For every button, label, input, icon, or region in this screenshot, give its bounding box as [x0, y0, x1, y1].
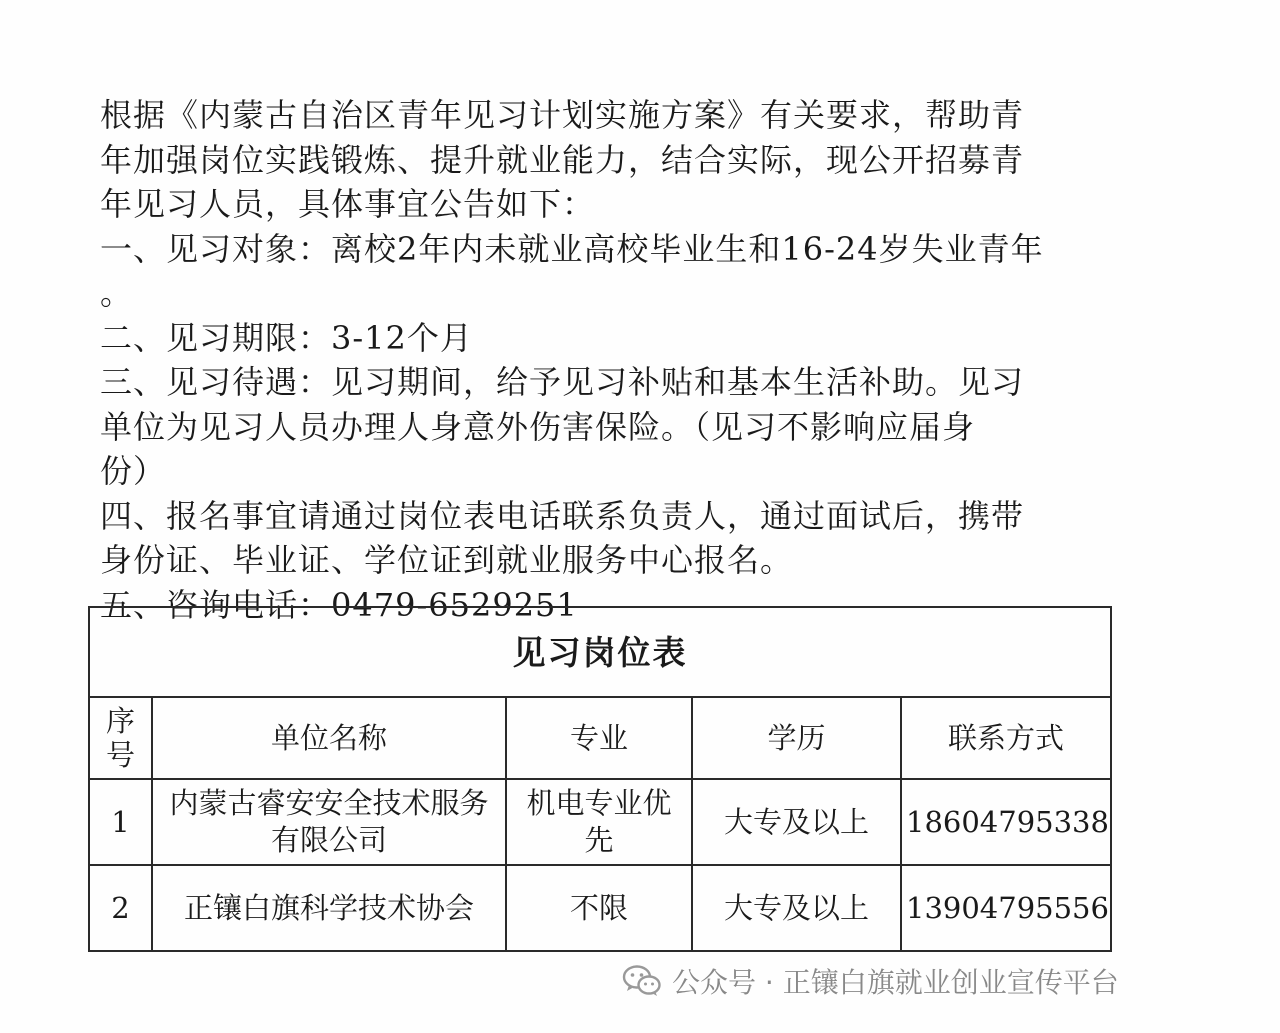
notice-line: 身份证、毕业证、学位证到就业服务中心报名。: [100, 541, 794, 579]
column-header-major: 专业: [506, 697, 692, 779]
unit-line: 有限公司: [270, 823, 387, 857]
notice-line: 五、咨询电话：0479-6529251: [100, 585, 578, 624]
notice-line: 单位为见习人员办理人身意外伤害保险。（见习不影响应届身: [100, 407, 976, 446]
cell-contact: 13904795556: [901, 865, 1111, 951]
cell-education: 大专及以上: [692, 779, 901, 865]
notice-line: 份）: [100, 452, 167, 490]
seq-header-line: 号: [105, 738, 135, 772]
notice-line: 三、见习待遇：见习期间，给予见习补贴和基本生活补助。见习: [100, 363, 1025, 401]
table-row: [89, 779, 1111, 865]
cell-contact: 18604795338: [901, 779, 1111, 865]
notice-line: 四、报名事宜请通过岗位表电话联系负责人，通过面试后，携带: [100, 496, 1025, 535]
notice-line: 根据《内蒙古自治区青年见习计划实施方案》有关要求，帮助青: [100, 96, 1025, 134]
column-header-contact: 联系方式: [901, 697, 1111, 779]
major-line: 机电专业优: [526, 786, 672, 820]
cell-major: [506, 779, 692, 865]
column-header-education: 学历: [692, 697, 901, 779]
cell-major: 不限: [506, 865, 692, 951]
column-header-seq: [89, 697, 152, 779]
major-line: 先: [584, 823, 614, 857]
column-header-unit: 单位名称: [152, 697, 506, 779]
table-title: 见习岗位表: [89, 607, 1111, 697]
notice-line: 二、见习期限：3-12个月: [100, 318, 473, 357]
cell-seq: 2: [89, 865, 152, 951]
cell-unit: 正镶白旗科学技术协会: [152, 865, 506, 951]
internship-posts-table: [88, 606, 1112, 952]
cell-seq: 1: [89, 779, 152, 865]
notice-line: 年加强岗位实践锻炼、提升就业能力，结合实际，现公开招募青: [100, 140, 1025, 179]
watermark-text: 公众号 · 正镶白旗就业创业宣传平台: [672, 966, 1119, 999]
seq-header-line: 序: [105, 704, 135, 738]
table-row: [89, 865, 1111, 951]
notice-line: 一、见习对象：离校2年内未就业高校毕业生和16-24岁失业青年: [100, 229, 1044, 268]
notice-text: [100, 93, 1100, 627]
cell-education: 大专及以上: [692, 865, 901, 951]
table-header-row: [89, 697, 1111, 779]
notice-line: 年见习人员，具体事宜公告如下：: [100, 185, 596, 223]
unit-line: 内蒙古睿安安全技术服务: [169, 786, 489, 820]
watermark: [622, 958, 1119, 1004]
wechat-icon: [622, 964, 662, 998]
cell-unit: [152, 779, 506, 865]
notice-line: 。: [100, 274, 134, 312]
